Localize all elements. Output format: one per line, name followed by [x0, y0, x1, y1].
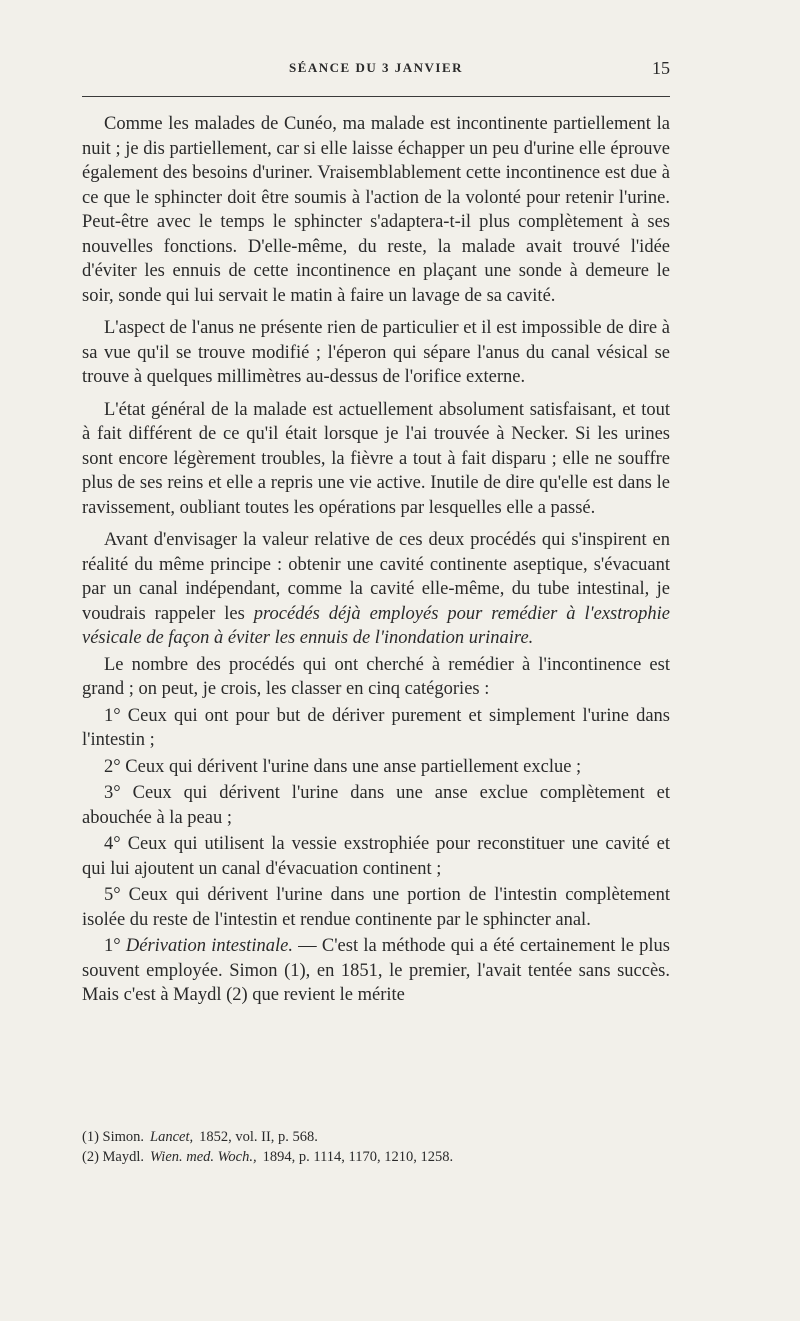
paragraph-procedures-italic: procédés déjà employés pour remédier à l'exstrophie vésicale de façon à éviter les ennuis de l'inondation urinaire. — [82, 603, 670, 648]
category-item: 5° Ceux qui dérivent l'urine dans une portion de l'intestin complètement isolée du reste de l'intestin et rendue continente par le sphincter anal. — [82, 885, 670, 930]
paragraph-procedures-text: Avant d'envisager la valeur relative de ces deux procédés qui s'inspirent en réalité du même principe : obtenir une cavité continente aseptique, s'évacuant par un canal indépendant, comme la cavité elle-même, du tube intestinal, je voudrais rappeler les — [82, 530, 670, 624]
category-item: 1° Ceux qui ont pour but de dériver purement et simplement l'urine dans l'intestin ; — [82, 705, 670, 750]
footnote — [82, 1147, 670, 1167]
footnote-source: Lancet, — [150, 1129, 194, 1145]
footnote-source: Wien. med. Woch., — [150, 1149, 257, 1165]
running-title: SÉANCE DU 3 JANVIER — [288, 60, 464, 75]
main-text — [82, 112, 670, 1010]
derivation-heading: Dérivation intestinale. — [125, 936, 293, 956]
running-header — [82, 60, 670, 90]
paragraph-derivation — [82, 934, 670, 1008]
footnote-label: (2) Maydl. — [82, 1149, 145, 1165]
paragraph-procedures — [82, 528, 670, 651]
paragraph-categories-intro: Le nombre des procédés qui ont cherché à remédier à l'incontinence est grand ; on peut, je crois, les classer en cinq catégories : — [82, 654, 670, 699]
footnote-detail: 1894, p. 1114, 1170, 1210, 1258. — [262, 1149, 454, 1165]
paragraph-general-state: L'état général de la malade est actuellement absolument satisfaisant, et tout à fait différent de ce qu'il était lorsque je l'ai trouvée à Necker. Si les urines sont encore légèrement troubles, la fièvre a tout à fait disparu ; elle ne souffre plus de ses reins et elle a repris une vie active. Inutile de dire qu'elle est dans le ravissement, oubliant toutes les opérations par lesquelles elle a passé. — [82, 399, 670, 518]
footnote-label: (1) Simon. — [82, 1129, 145, 1145]
footnote — [82, 1127, 670, 1147]
category-item: 4° Ceux qui utilisent la vessie exstrophiée pour reconstituer une cavité et qui lui ajoutent un canal d'évacuation continent ; — [82, 834, 670, 879]
derivation-number: 1° — [104, 936, 126, 956]
paragraph-anus: L'aspect de l'anus ne présente rien de particulier et il est impossible de dire à sa vue qu'il se trouve modifié ; l'éperon qui sépare l'anus du canal vésical se trouve à quelques millimètres au-dessus de l'orifice externe. — [82, 318, 670, 387]
derivation-text: — C'est la méthode qui a été certainement le plus souvent employée. Simon (1), en 1851, le premier, l'avait tentée sans succès. Mais c'est à Maydl (2) que revient le mérite — [82, 936, 671, 1005]
footnote-detail: 1852, vol. II, p. 568. — [199, 1129, 318, 1145]
paragraph-incontinence: Comme les malades de Cunéo, ma malade est incontinente partiellement la nuit ; je dis partiellement, car si elle laisse échapper un peu d'urine elle éprouve également des besoins d'uriner. Vraisemblablement cette incontinence est due à ce que le sphincter doit être soumis à l'action de la volonté pour retenir l'urine. Peut-être avec le temps le sphincter s'adaptera-t-il plus complètement à ses nouvelles fonctions. D'elle-même, du reste, la malade avait trouvé l'idée d'éviter les ennuis de cette incontinence en plaçant une sonde à demeure le soir, sonde qui lui servait le matin à faire un lavage de sa cavité. — [82, 114, 670, 306]
category-item: 2° Ceux qui dérivent l'urine dans une anse partiellement exclue ; — [104, 756, 582, 777]
page-number: 15 — [652, 58, 670, 78]
category-item: 3° Ceux qui dérivent l'urine dans une anse exclue complètement et abouchée à la peau ; — [82, 783, 670, 828]
footnotes — [82, 1127, 670, 1167]
header-rule — [82, 96, 670, 97]
